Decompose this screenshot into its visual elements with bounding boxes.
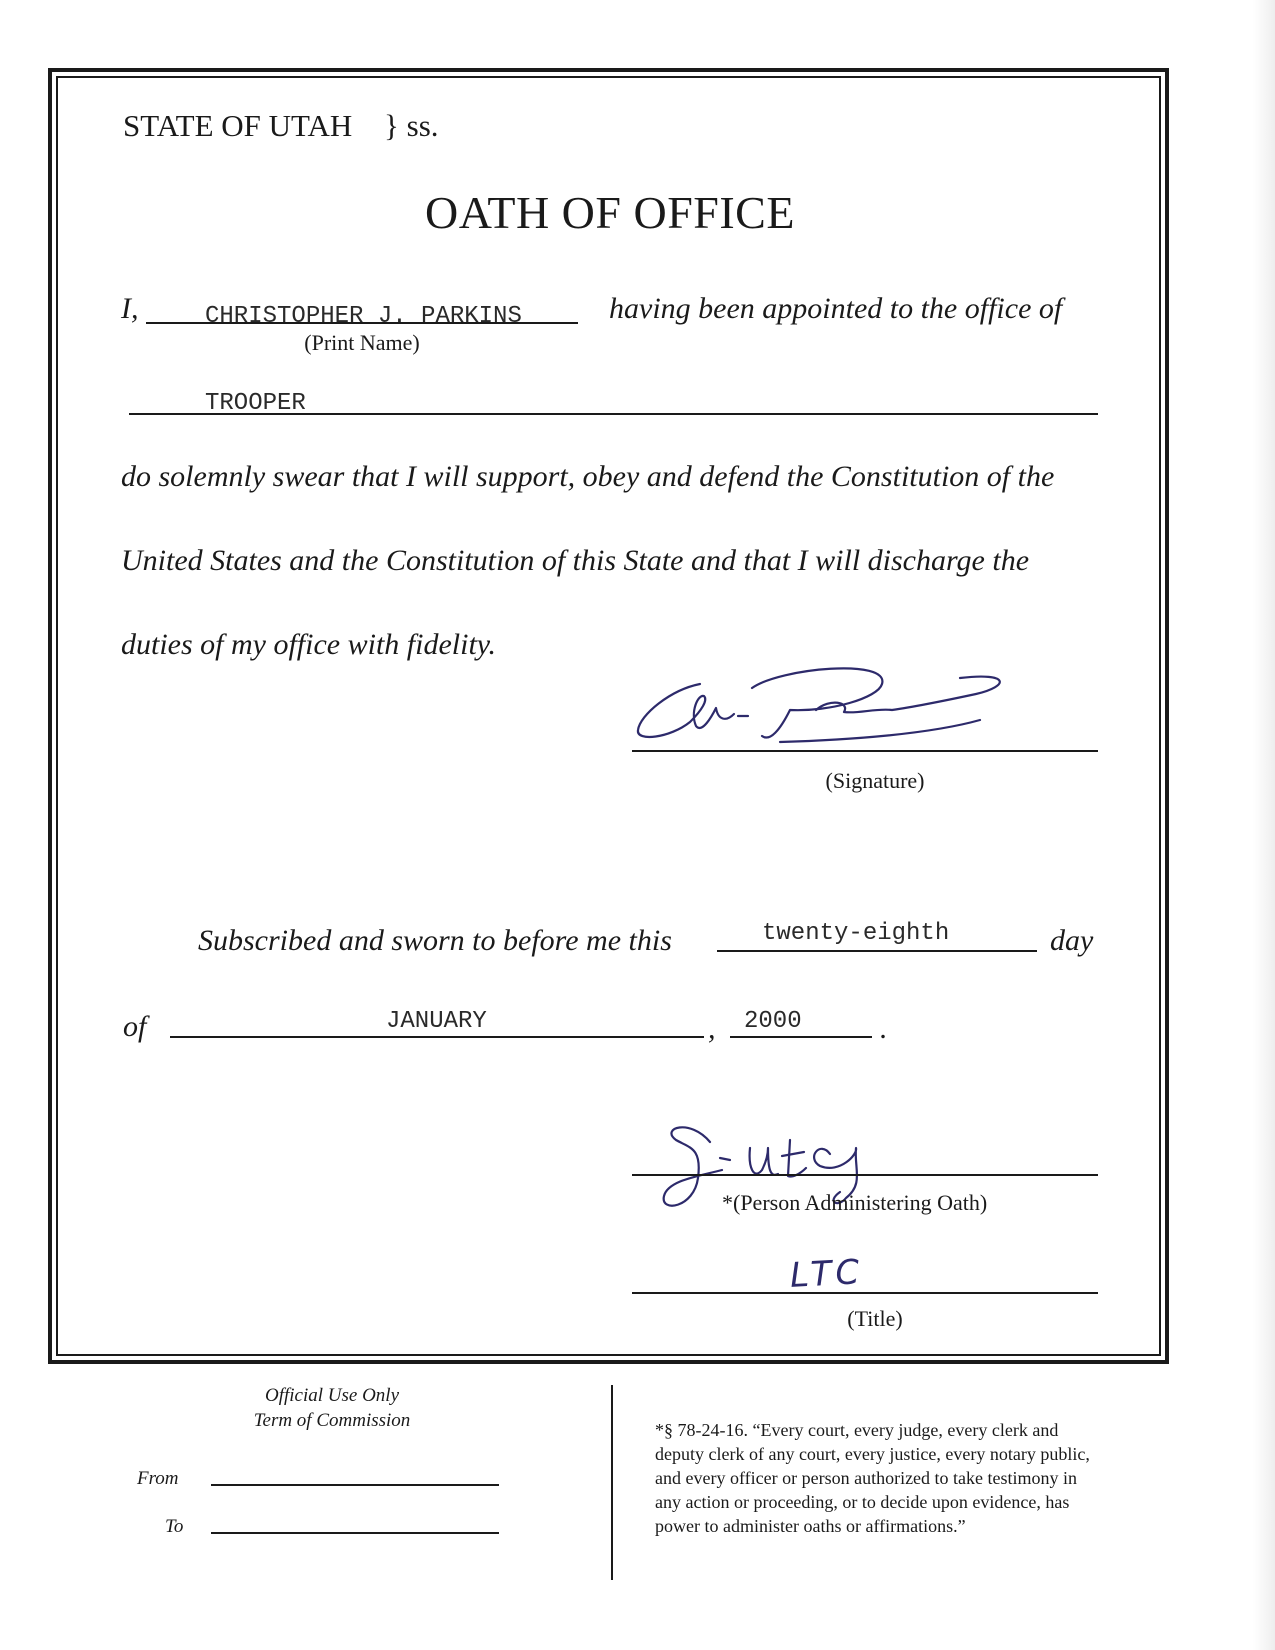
title-caption: (Title) (847, 1306, 903, 1331)
footnote-line: *§ 78-24-16. “Every court, every judge, every clerk and (655, 1420, 1059, 1440)
term-of-commission-label: Term of Commission (253, 1410, 411, 1431)
page-edge-shadow (1253, 0, 1275, 1650)
administrator-line (632, 1174, 1098, 1176)
oath-line-1: do solemnly swear that I will support, obey and defend the Constitution of the (121, 460, 1055, 493)
footnote-line: and every officer or person authorized to take testimony in (655, 1468, 1078, 1488)
print-name-caption: (Print Name) (304, 330, 420, 355)
year-value: 2000 (744, 1008, 802, 1035)
month-line (170, 1036, 704, 1038)
to-label: To (165, 1516, 184, 1537)
intro-i: I, (121, 292, 139, 325)
day-label: day (1050, 924, 1094, 957)
day-value: twenty-eighth (762, 920, 950, 947)
state-label: STATE OF UTAH (123, 108, 353, 143)
footnote-line: any action or proceeding, or to decide upon evidence, has (655, 1492, 1070, 1512)
state-brace: } (384, 108, 399, 143)
day-line (717, 950, 1037, 952)
state-ss: ss. (406, 108, 439, 143)
date-period: . (880, 1012, 888, 1045)
statute-footnote (655, 1418, 1175, 1538)
administrator-caption: *(Person Administering Oath) (722, 1190, 988, 1215)
oath-line-2: United States and the Constitution of this State and that I will discharge the (121, 544, 1030, 577)
from-label: From (137, 1468, 179, 1489)
signature-caption: (Signature) (825, 768, 925, 793)
print-name-line (146, 322, 578, 324)
print-name-value: CHRISTOPHER J. PARKINS (205, 303, 522, 330)
footer-divider (611, 1385, 613, 1580)
from-line (211, 1484, 499, 1486)
state-header (123, 108, 439, 144)
footnote-line: deputy clerk of any court, every justice, every notary public, (655, 1444, 1090, 1464)
office-line (129, 413, 1098, 415)
title-line (632, 1292, 1098, 1294)
appointed-text: having been appointed to the office of (609, 292, 1063, 325)
footnote-line: power to administer oaths or affirmations.” (655, 1516, 966, 1536)
office-value: TROOPER (205, 390, 306, 417)
signature-line (632, 750, 1098, 752)
document-title: OATH OF OFFICE (425, 187, 795, 238)
official-use-label: Official Use Only (264, 1385, 400, 1406)
oath-signature (630, 660, 1030, 760)
month-comma: , (708, 1012, 716, 1045)
oath-line-3: duties of my office with fidelity. (121, 628, 496, 661)
of-label: of (123, 1010, 147, 1043)
sworn-text: Subscribed and sworn to before me this (198, 924, 672, 957)
to-line (211, 1532, 499, 1534)
year-line (730, 1036, 872, 1038)
month-value: JANUARY (386, 1008, 487, 1035)
title-value: LTC (789, 1252, 865, 1296)
